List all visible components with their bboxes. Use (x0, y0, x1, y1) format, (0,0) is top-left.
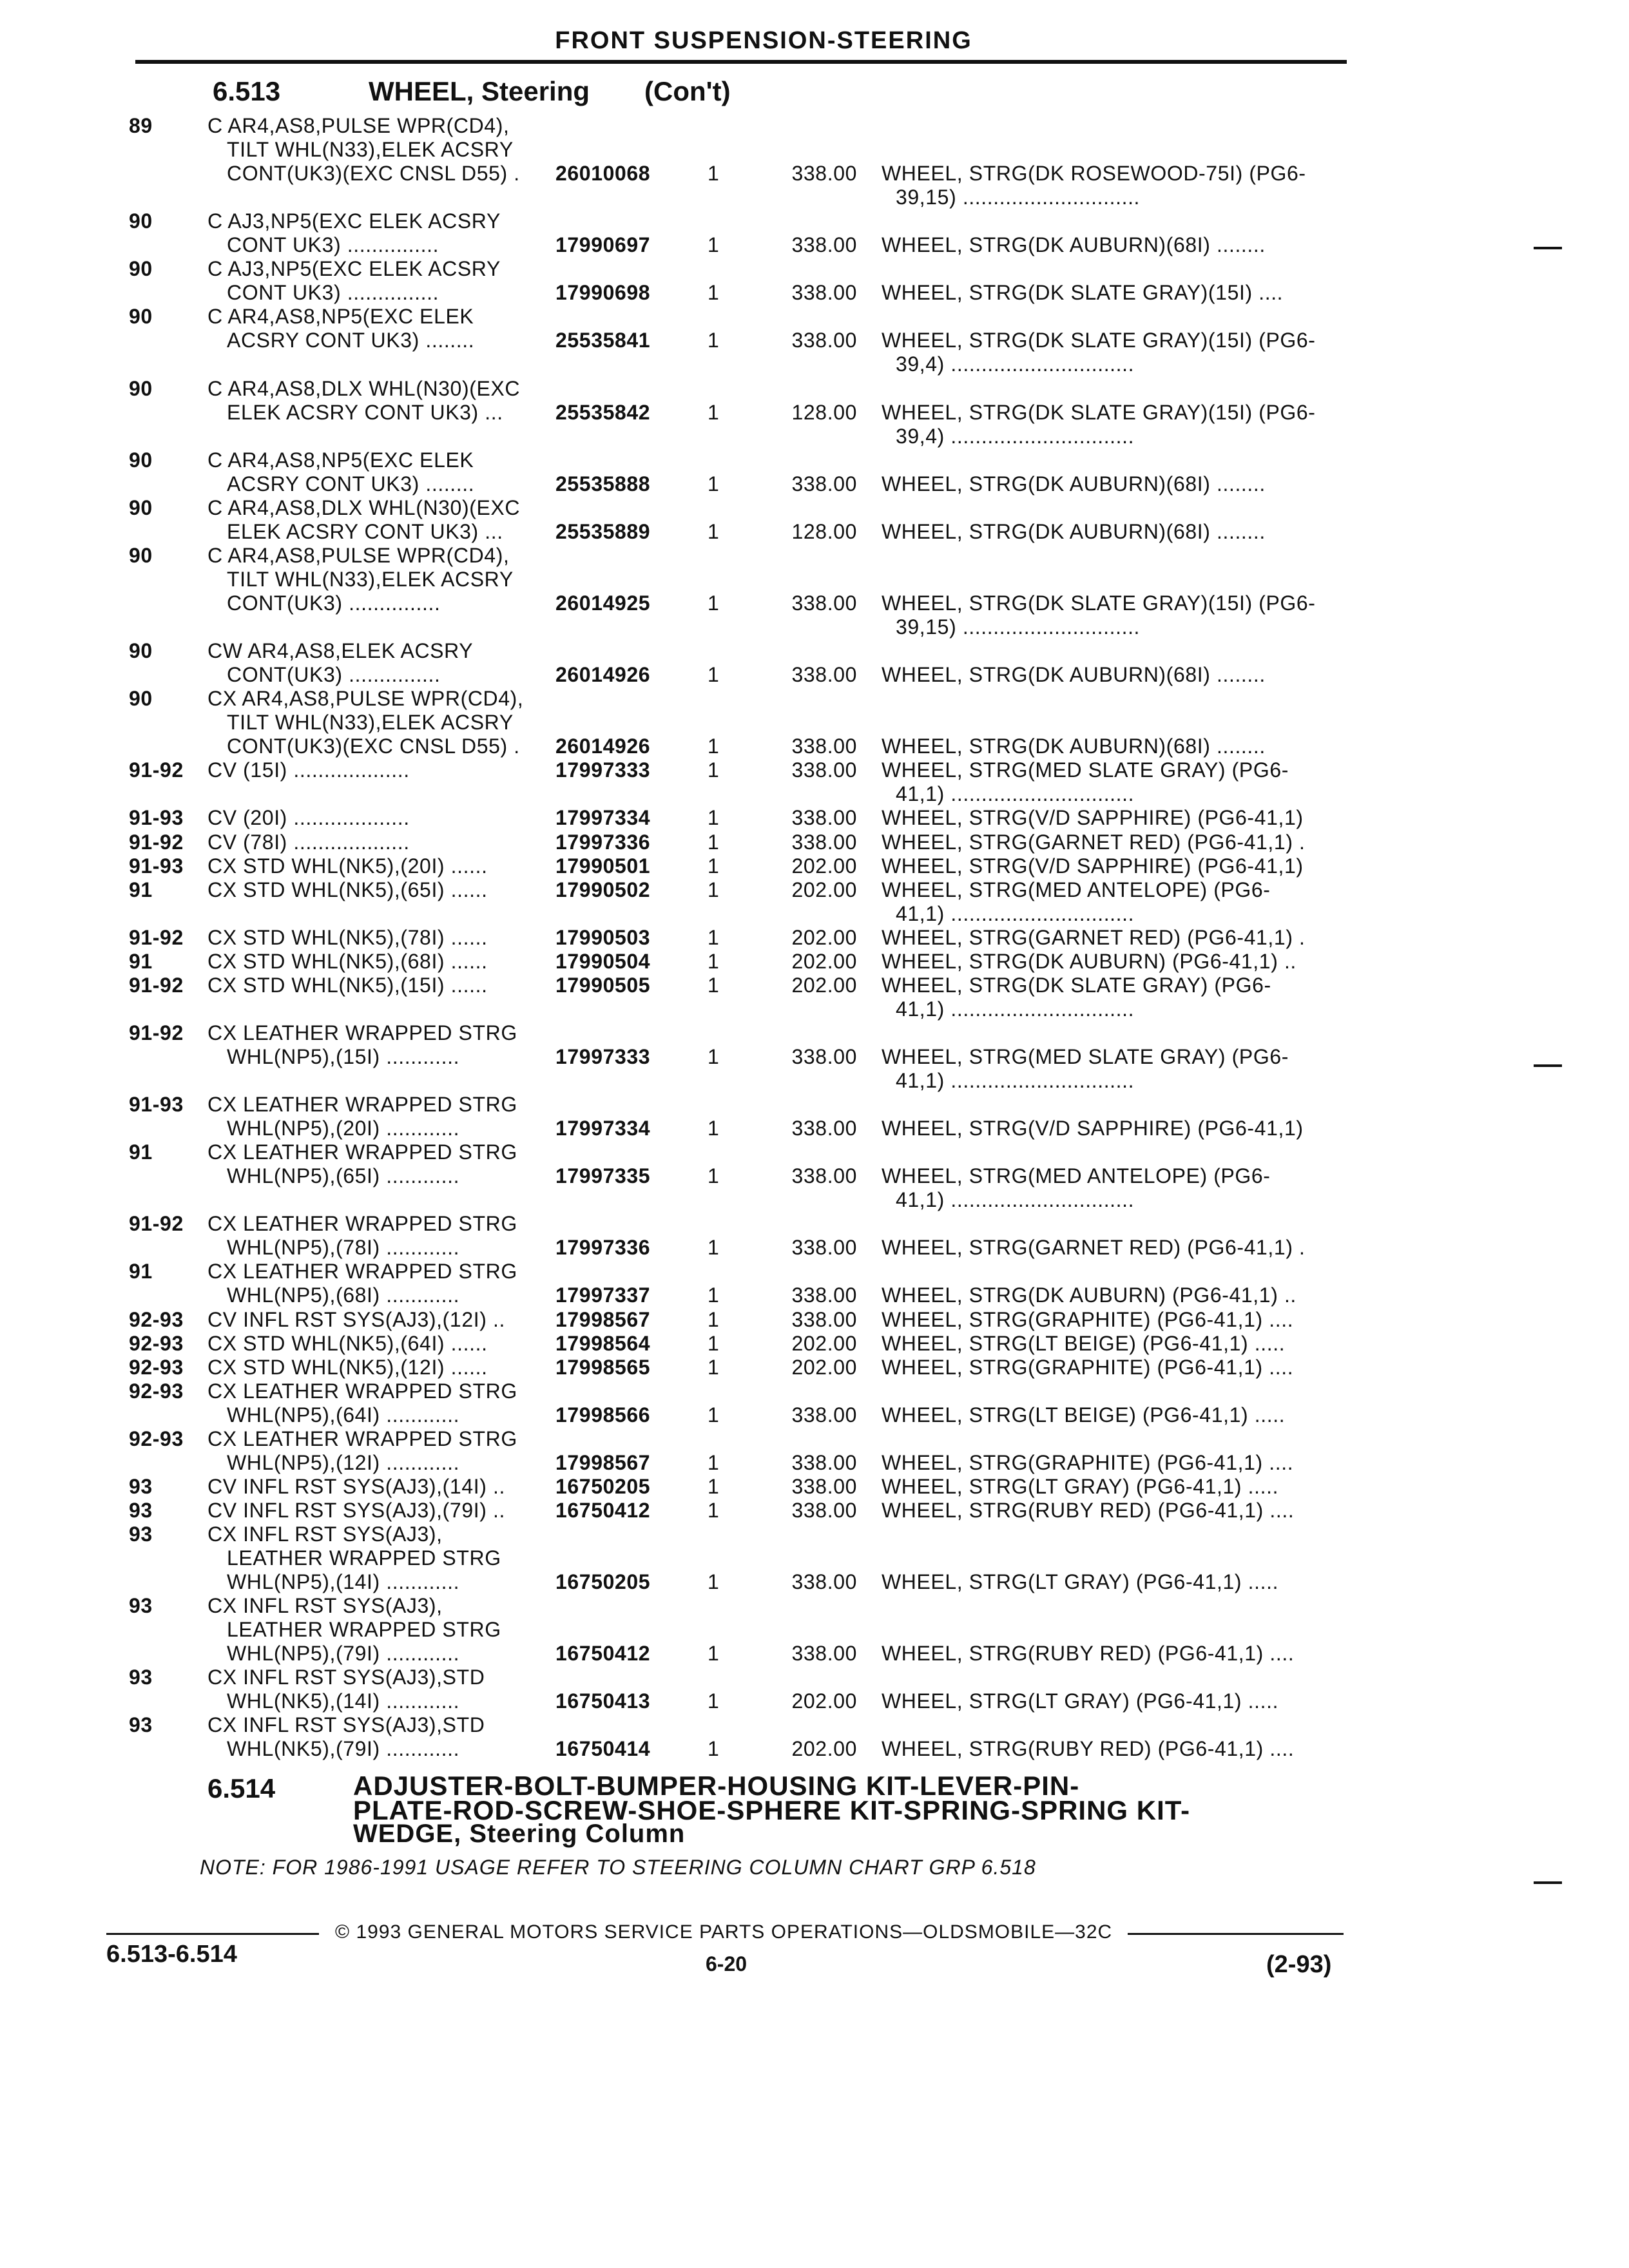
parts-list-row (0, 1713, 1629, 1760)
quantity: 1 (708, 735, 720, 758)
usage-description-line: CX STD WHL(NK5),(15I) ...... (207, 973, 488, 997)
usage-description-line: CX STD WHL(NK5),(20I) ...... (207, 854, 488, 878)
quantity: 1 (708, 878, 720, 901)
usage-description-line: CX STD WHL(NK5),(12I) ...... (207, 1355, 488, 1379)
usage-description-line: ACSRY CONT UK3) ........ (227, 472, 475, 495)
price: 338.00 (791, 472, 857, 495)
usage-description-line: C AJ3,NP5(EXC ELEK ACSRY (207, 257, 501, 281)
part-name-line: WHEEL, STRG(LT GRAY) (PG6-41,1) ..... (882, 1474, 1279, 1498)
parts-list-row (0, 1331, 1629, 1355)
parts-list-row (0, 1307, 1629, 1331)
part-name-line: WHEEL, STRG(V/D SAPPHIRE) (PG6-41,1) (882, 1117, 1304, 1140)
part-name-line: WHEEL, STRG(DK AUBURN) (PG6-41,1) .. (882, 949, 1296, 973)
part-number: 17990505 (555, 973, 651, 997)
model-year: 90 (129, 543, 153, 567)
part-name-line: WHEEL, STRG(GARNET RED) (PG6-41,1) . (882, 830, 1306, 854)
model-year: 92-93 (129, 1427, 184, 1450)
quantity: 1 (708, 591, 720, 615)
parts-list-row (0, 376, 1629, 448)
part-name-line: WHEEL, STRG(DK AUBURN)(68I) ........ (882, 472, 1266, 495)
usage-description-line: CONT(UK3)(EXC CNSL D55) . (227, 735, 520, 758)
usage-description-line: CX AR4,AS8,PULSE WPR(CD4), (207, 687, 524, 711)
price: 338.00 (791, 735, 857, 758)
price: 338.00 (791, 1642, 857, 1666)
price: 338.00 (791, 1117, 857, 1140)
usage-description-line: CV INFL RST SYS(AJ3),(79I) .. (207, 1498, 505, 1522)
model-year: 91 (129, 878, 153, 901)
quantity: 1 (708, 1689, 720, 1713)
usage-description-line: WHL(NP5),(15I) ............ (227, 1044, 460, 1068)
price: 338.00 (791, 281, 857, 305)
usage-description-line: C AJ3,NP5(EXC ELEK ACSRY (207, 209, 501, 233)
part-number: 25535889 (555, 519, 651, 543)
price: 338.00 (791, 663, 857, 687)
parts-list-row (0, 1021, 1629, 1092)
section-514-number: 6.514 (207, 1773, 276, 1803)
model-year: 90 (129, 639, 153, 663)
footer-copyright: © 1993 GENERAL MOTORS SERVICE PARTS OPERATIONS—OLDSMOBILE—32C (335, 1921, 1113, 1943)
model-year: 93 (129, 1498, 153, 1522)
model-year: 91 (129, 949, 153, 973)
section-number: 6.513 (213, 76, 281, 106)
price: 338.00 (791, 1236, 857, 1260)
footer-page-number: 6-20 (706, 1952, 747, 1975)
price: 202.00 (791, 854, 857, 878)
usage-description-line: WHL(NK5),(79I) ............ (227, 1737, 460, 1761)
model-year: 91-92 (129, 830, 184, 854)
parts-list-row (0, 113, 1629, 209)
part-name-line: 41,1) .............................. (896, 1188, 1135, 1212)
model-year: 93 (129, 1474, 153, 1498)
price: 202.00 (791, 949, 857, 973)
quantity: 1 (708, 830, 720, 854)
part-number: 17990504 (555, 949, 651, 973)
price: 338.00 (791, 1570, 857, 1594)
quantity: 1 (708, 1450, 720, 1474)
parts-list-row (0, 1474, 1629, 1498)
part-name-line: WHEEL, STRG(DK SLATE GRAY)(15I) (PG6- (882, 329, 1316, 352)
margin-mark (1534, 1064, 1562, 1067)
part-number: 17997336 (555, 830, 651, 854)
footer-revision-date: (2-93) (1266, 1951, 1332, 1978)
part-number: 26010068 (555, 162, 651, 186)
quantity: 1 (708, 1331, 720, 1355)
section-title: WHEEL, Steering (369, 76, 590, 106)
part-number: 17998564 (555, 1331, 651, 1355)
parts-list-row (0, 830, 1629, 854)
part-name-line: WHEEL, STRG(MED SLATE GRAY) (PG6- (882, 1044, 1289, 1068)
parts-list-row (0, 925, 1629, 949)
part-number: 17998567 (555, 1307, 651, 1331)
usage-description-line: WHL(NP5),(14I) ............ (227, 1570, 460, 1594)
usage-description-line: C AR4,AS8,NP5(EXC ELEK (207, 305, 474, 329)
price: 338.00 (791, 591, 857, 615)
usage-description-line: CV INFL RST SYS(AJ3),(14I) .. (207, 1474, 505, 1498)
price: 338.00 (791, 758, 857, 782)
usage-description-line: CX INFL RST SYS(AJ3), (207, 1522, 443, 1546)
price: 338.00 (791, 1403, 857, 1427)
quantity: 1 (708, 1474, 720, 1498)
usage-description-line: WHL(NP5),(68I) ............ (227, 1283, 460, 1307)
quantity: 1 (708, 1355, 720, 1379)
usage-description-line: ACSRY CONT UK3) ........ (227, 329, 475, 352)
parts-list-row (0, 878, 1629, 925)
part-name-line: WHEEL, STRG(MED ANTELOPE) (PG6- (882, 878, 1271, 901)
part-number: 16750414 (555, 1737, 651, 1761)
model-year: 91 (129, 1260, 153, 1283)
quantity: 1 (708, 1570, 720, 1594)
usage-description-line: CX LEATHER WRAPPED STRG (207, 1260, 517, 1283)
usage-description-line: CX STD WHL(NK5),(78I) ...... (207, 925, 488, 949)
part-name-line: WHEEL, STRG(RUBY RED) (PG6-41,1) .... (882, 1737, 1295, 1761)
model-year: 91-92 (129, 925, 184, 949)
usage-description-line: CX LEATHER WRAPPED STRG (207, 1379, 517, 1403)
part-name-line: WHEEL, STRG(LT GRAY) (PG6-41,1) ..... (882, 1570, 1279, 1594)
usage-description-line: CV INFL RST SYS(AJ3),(12I) .. (207, 1307, 505, 1331)
price: 338.00 (791, 830, 857, 854)
parts-list-row (0, 256, 1629, 304)
quantity: 1 (708, 1498, 720, 1522)
usage-description-line: C AR4,AS8,DLX WHL(N30)(EXC (207, 495, 521, 519)
parts-list-row (0, 686, 1629, 758)
model-year: 93 (129, 1713, 153, 1737)
part-name-line: WHEEL, STRG(LT BEIGE) (PG6-41,1) ..... (882, 1331, 1286, 1355)
price: 338.00 (791, 1307, 857, 1331)
parts-list-row (0, 973, 1629, 1021)
part-name-line: 41,1) .............................. (896, 1068, 1135, 1092)
quantity: 1 (708, 1117, 720, 1140)
footer-rule-left (106, 1933, 319, 1935)
usage-description-line: CX STD WHL(NK5),(64I) ...... (207, 1331, 488, 1355)
usage-description-line: C AR4,AS8,PULSE WPR(CD4), (207, 114, 510, 137)
section-514-title-line: PLATE-ROD-SCREW-SHOE-SPHERE KIT-SPRING-SPRING KIT- (353, 1795, 1191, 1825)
usage-description-line: TILT WHL(N33),ELEK ACSRY (227, 567, 514, 591)
price: 338.00 (791, 1450, 857, 1474)
quantity: 1 (708, 1737, 720, 1761)
model-year: 89 (129, 114, 153, 137)
usage-description-line: CV (78I) ................... (207, 830, 410, 854)
model-year: 92-93 (129, 1307, 184, 1331)
usage-description-line: CX STD WHL(NK5),(65I) ...... (207, 878, 488, 901)
part-number: 16750412 (555, 1498, 651, 1522)
part-number: 17997334 (555, 1117, 651, 1140)
usage-description-line: CONT(UK3) ............... (227, 591, 441, 615)
part-name-line: 39,15) ............................. (896, 615, 1141, 639)
price: 202.00 (791, 1737, 857, 1761)
model-year: 90 (129, 687, 153, 711)
model-year: 90 (129, 257, 153, 281)
part-number: 26014925 (555, 591, 651, 615)
price: 202.00 (791, 878, 857, 901)
quantity: 1 (708, 925, 720, 949)
usage-description-line: CONT(UK3)(EXC CNSL D55) . (227, 162, 520, 186)
part-name-line: WHEEL, STRG(DK AUBURN)(68I) ........ (882, 233, 1266, 257)
part-number: 17997336 (555, 1236, 651, 1260)
price: 202.00 (791, 973, 857, 997)
part-name-line: 41,1) .............................. (896, 901, 1135, 925)
usage-note: NOTE: FOR 1986-1991 USAGE REFER TO STEERING COLUMN CHART GRP 6.518 (200, 1856, 1036, 1879)
quantity: 1 (708, 854, 720, 878)
model-year: 91-93 (129, 1093, 184, 1117)
part-number: 16750412 (555, 1642, 651, 1666)
part-number: 17997333 (555, 1044, 651, 1068)
part-name-line: WHEEL, STRG(GRAPHITE) (PG6-41,1) .... (882, 1355, 1294, 1379)
parts-list-row (0, 854, 1629, 878)
model-year: 90 (129, 305, 153, 329)
usage-description-line: CX LEATHER WRAPPED STRG (207, 1021, 517, 1044)
parts-list-row (0, 1665, 1629, 1713)
price: 338.00 (791, 329, 857, 352)
part-name-line: WHEEL, STRG(DK AUBURN)(68I) ........ (882, 663, 1266, 687)
price: 202.00 (791, 1331, 857, 1355)
part-name-line: WHEEL, STRG(GARNET RED) (PG6-41,1) . (882, 925, 1306, 949)
quantity: 1 (708, 949, 720, 973)
quantity: 1 (708, 1044, 720, 1068)
price: 338.00 (791, 1498, 857, 1522)
part-name-line: 39,15) ............................. (896, 186, 1141, 209)
section-continued: (Con't) (644, 76, 731, 106)
parts-list-row (0, 1427, 1629, 1474)
part-number: 17998565 (555, 1355, 651, 1379)
parts-list-row (0, 304, 1629, 376)
page-header-title: FRONT SUSPENSION-STEERING (555, 27, 972, 54)
usage-description-line: CX LEATHER WRAPPED STRG (207, 1093, 517, 1117)
part-number: 16750413 (555, 1689, 651, 1713)
usage-description-line: CV (20I) ................... (207, 806, 410, 830)
part-name-line: WHEEL, STRG(V/D SAPPHIRE) (PG6-41,1) (882, 806, 1304, 830)
part-name-line: WHEEL, STRG(GRAPHITE) (PG6-41,1) .... (882, 1450, 1294, 1474)
usage-description-line: ELEK ACSRY CONT UK3) ... (227, 519, 503, 543)
part-number: 16750205 (555, 1570, 651, 1594)
part-name-line: WHEEL, STRG(DK SLATE GRAY)(15I) (PG6- (882, 591, 1316, 615)
parts-list-row (0, 1092, 1629, 1140)
quantity: 1 (708, 400, 720, 424)
part-name-line: WHEEL, STRG(RUBY RED) (PG6-41,1) .... (882, 1642, 1295, 1666)
price: 338.00 (791, 1164, 857, 1188)
model-year: 90 (129, 448, 153, 472)
parts-list-row (0, 949, 1629, 973)
quantity: 1 (708, 519, 720, 543)
section-514-title-line: ADJUSTER-BOLT-BUMPER-HOUSING KIT-LEVER-PIN- (353, 1771, 1080, 1801)
quantity: 1 (708, 1307, 720, 1331)
model-year: 90 (129, 495, 153, 519)
price: 128.00 (791, 519, 857, 543)
part-number: 17997334 (555, 806, 651, 830)
part-number: 17990697 (555, 233, 651, 257)
usage-description-line: CONT(UK3) ............... (227, 663, 441, 687)
part-name-line: 41,1) .............................. (896, 997, 1135, 1021)
usage-description-line: C AR4,AS8,NP5(EXC ELEK (207, 448, 474, 472)
usage-description-line: CONT UK3) ............... (227, 233, 439, 257)
quantity: 1 (708, 162, 720, 186)
parts-list-row (0, 1211, 1629, 1259)
part-number: 25535888 (555, 472, 651, 495)
model-year: 91-93 (129, 854, 184, 878)
usage-description-line: WHL(NP5),(12I) ............ (227, 1450, 460, 1474)
usage-description-line: CX INFL RST SYS(AJ3), (207, 1594, 443, 1618)
price: 338.00 (791, 1283, 857, 1307)
part-name-line: WHEEL, STRG(DK AUBURN) (PG6-41,1) .. (882, 1283, 1296, 1307)
usage-description-line: LEATHER WRAPPED STRG (227, 1546, 501, 1570)
part-number: 17998567 (555, 1450, 651, 1474)
part-number: 17997335 (555, 1164, 651, 1188)
parts-list-row (0, 1140, 1629, 1212)
part-number: 26014926 (555, 663, 651, 687)
part-name-line: WHEEL, STRG(DK SLATE GRAY)(15I) .... (882, 281, 1284, 305)
usage-description-line: CX INFL RST SYS(AJ3),STD (207, 1713, 485, 1737)
usage-description-line: CX INFL RST SYS(AJ3),STD (207, 1666, 485, 1689)
part-name-line: WHEEL, STRG(DK AUBURN)(68I) ........ (882, 735, 1266, 758)
part-name-line: WHEEL, STRG(DK SLATE GRAY) (PG6- (882, 973, 1271, 997)
parts-list-row (0, 209, 1629, 256)
usage-description-line: CW AR4,AS8,ELEK ACSRY (207, 639, 474, 663)
footer-section-range: 6.513-6.514 (106, 1941, 237, 1968)
part-number: 17990503 (555, 925, 651, 949)
parts-list-row (0, 1379, 1629, 1427)
usage-description-line: TILT WHL(N33),ELEK ACSRY (227, 138, 514, 162)
price: 128.00 (791, 400, 857, 424)
price: 202.00 (791, 925, 857, 949)
price: 338.00 (791, 806, 857, 830)
part-name-line: WHEEL, STRG(MED SLATE GRAY) (PG6- (882, 758, 1289, 782)
header-rule (135, 60, 1347, 64)
part-number: 17990698 (555, 281, 651, 305)
margin-mark (1534, 1881, 1562, 1884)
quantity: 1 (708, 281, 720, 305)
usage-description-line: CV (15I) ................... (207, 758, 410, 782)
part-number: 26014926 (555, 735, 651, 758)
price: 338.00 (791, 233, 857, 257)
model-year: 93 (129, 1594, 153, 1618)
part-number: 25535841 (555, 329, 651, 352)
margin-mark (1534, 247, 1562, 249)
usage-description-line: WHL(NK5),(14I) ............ (227, 1689, 460, 1713)
usage-description-line: CX LEATHER WRAPPED STRG (207, 1212, 517, 1236)
part-number: 17990502 (555, 878, 651, 901)
usage-description-line: WHL(NP5),(65I) ............ (227, 1164, 460, 1188)
usage-description-line: LEATHER WRAPPED STRG (227, 1618, 501, 1642)
price: 202.00 (791, 1689, 857, 1713)
usage-description-line: WHL(NP5),(78I) ............ (227, 1236, 460, 1260)
model-year: 91-93 (129, 806, 184, 830)
quantity: 1 (708, 806, 720, 830)
quantity: 1 (708, 472, 720, 495)
part-name-line: WHEEL, STRG(V/D SAPPHIRE) (PG6-41,1) (882, 854, 1304, 878)
part-number: 17997337 (555, 1283, 651, 1307)
model-year: 92-93 (129, 1331, 184, 1355)
quantity: 1 (708, 663, 720, 687)
usage-description-line: WHL(NP5),(79I) ............ (227, 1642, 460, 1666)
model-year: 92-93 (129, 1355, 184, 1379)
model-year: 93 (129, 1666, 153, 1689)
model-year: 91-92 (129, 1021, 184, 1044)
part-name-line: 39,4) .............................. (896, 424, 1135, 448)
usage-description-line: C AR4,AS8,DLX WHL(N30)(EXC (207, 376, 521, 400)
parts-list-row (0, 1593, 1629, 1665)
price: 338.00 (791, 1474, 857, 1498)
model-year: 91-92 (129, 758, 184, 782)
quantity: 1 (708, 1642, 720, 1666)
usage-description-line: CX LEATHER WRAPPED STRG (207, 1427, 517, 1450)
quantity: 1 (708, 1164, 720, 1188)
part-number: 17990501 (555, 854, 651, 878)
usage-description-line: C AR4,AS8,PULSE WPR(CD4), (207, 543, 510, 567)
section-514-title-line: WEDGE, Steering Column (353, 1820, 686, 1848)
part-number: 25535842 (555, 400, 651, 424)
part-name-line: WHEEL, STRG(GRAPHITE) (PG6-41,1) .... (882, 1307, 1294, 1331)
part-name-line: WHEEL, STRG(LT BEIGE) (PG6-41,1) ..... (882, 1403, 1286, 1427)
part-number: 17998566 (555, 1403, 651, 1427)
model-year: 91-92 (129, 973, 184, 997)
usage-description-line: WHL(NP5),(64I) ............ (227, 1403, 460, 1427)
parts-list-row (0, 543, 1629, 639)
price: 338.00 (791, 162, 857, 186)
model-year: 91-92 (129, 1212, 184, 1236)
part-name-line: WHEEL, STRG(DK SLATE GRAY)(15I) (PG6- (882, 400, 1316, 424)
part-name-line: WHEEL, STRG(RUBY RED) (PG6-41,1) .... (882, 1498, 1295, 1522)
model-year: 93 (129, 1522, 153, 1546)
quantity: 1 (708, 329, 720, 352)
usage-description-line: ELEK ACSRY CONT UK3) ... (227, 400, 503, 424)
parts-list-row (0, 1522, 1629, 1593)
part-name-line: WHEEL, STRG(LT GRAY) (PG6-41,1) ..... (882, 1689, 1279, 1713)
usage-description-line: CX STD WHL(NK5),(68I) ...... (207, 949, 488, 973)
quantity: 1 (708, 1283, 720, 1307)
quantity: 1 (708, 1403, 720, 1427)
part-name-line: 39,4) .............................. (896, 352, 1135, 376)
parts-list-row (0, 758, 1629, 805)
usage-description-line: CONT UK3) ............... (227, 281, 439, 305)
price: 202.00 (791, 1355, 857, 1379)
quantity: 1 (708, 233, 720, 257)
part-number: 16750205 (555, 1474, 651, 1498)
part-name-line: WHEEL, STRG(GARNET RED) (PG6-41,1) . (882, 1236, 1306, 1260)
part-name-line: 41,1) .............................. (896, 782, 1135, 806)
part-name-line: WHEEL, STRG(MED ANTELOPE) (PG6- (882, 1164, 1271, 1188)
usage-description-line: TILT WHL(N33),ELEK ACSRY (227, 711, 514, 735)
usage-description-line: CX LEATHER WRAPPED STRG (207, 1140, 517, 1164)
parts-list-row (0, 448, 1629, 495)
parts-list-row (0, 495, 1629, 543)
parts-list-row (0, 1498, 1629, 1522)
usage-description-line: WHL(NP5),(20I) ............ (227, 1117, 460, 1140)
model-year: 90 (129, 209, 153, 233)
parts-list-row (0, 805, 1629, 829)
part-number: 17997333 (555, 758, 651, 782)
model-year: 90 (129, 376, 153, 400)
footer-rule-right (1128, 1933, 1344, 1935)
quantity: 1 (708, 973, 720, 997)
part-name-line: WHEEL, STRG(DK AUBURN)(68I) ........ (882, 519, 1266, 543)
part-name-line: WHEEL, STRG(DK ROSEWOOD-75I) (PG6- (882, 162, 1306, 186)
price: 338.00 (791, 1044, 857, 1068)
quantity: 1 (708, 1236, 720, 1260)
quantity: 1 (708, 758, 720, 782)
model-year: 92-93 (129, 1379, 184, 1403)
parts-list-row (0, 639, 1629, 686)
parts-list-row (0, 1355, 1629, 1379)
model-year: 91 (129, 1140, 153, 1164)
parts-list-row (0, 1259, 1629, 1307)
